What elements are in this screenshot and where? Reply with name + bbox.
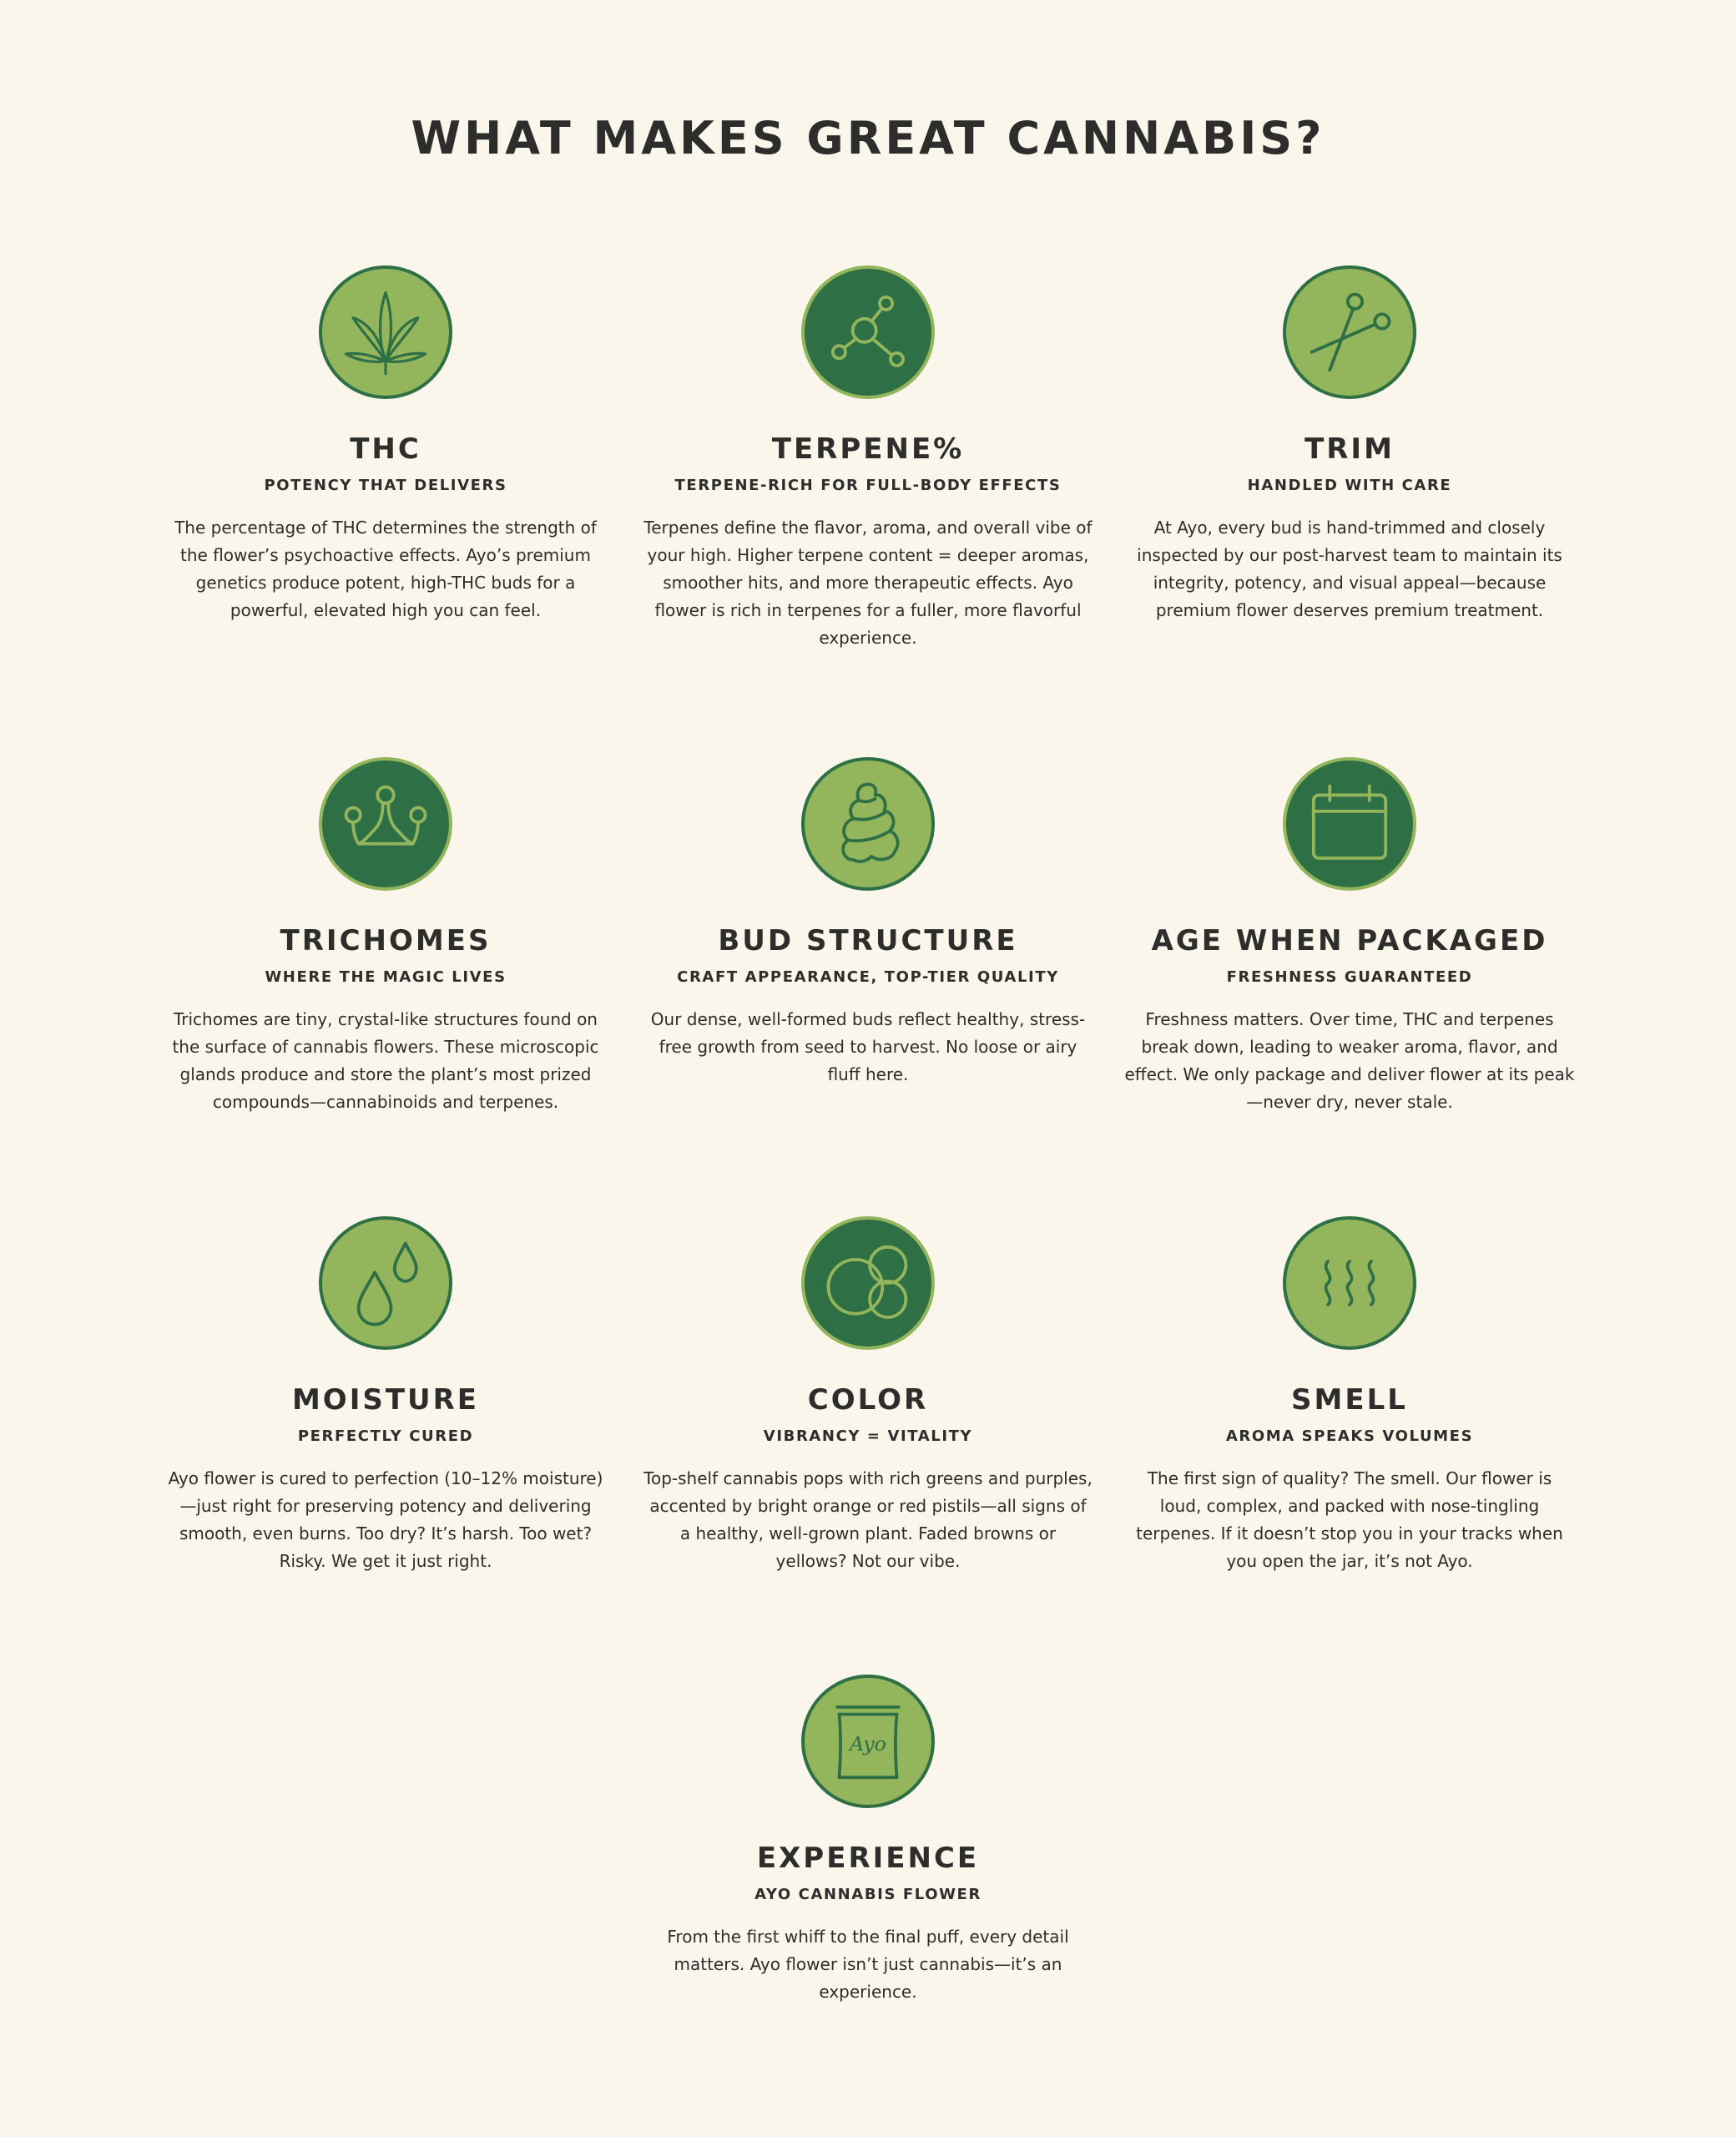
- feature-thc: [152, 265, 619, 624]
- feature-subtitle: FRESHNESS GUARANTEED: [1226, 967, 1473, 986]
- feature-trim: [1116, 265, 1583, 624]
- bag-label: Ayo: [850, 1731, 886, 1756]
- feature-title: AGE WHEN PACKAGED: [1151, 924, 1548, 957]
- feature-subtitle: PERFECTLY CURED: [297, 1427, 474, 1445]
- calendar-icon: [1283, 757, 1416, 891]
- feature-subtitle: VIBRANCY = VITALITY: [763, 1427, 973, 1445]
- feature-description: At Ayo, every bud is hand-trimmed and closely inspected by our post-harvest team to maintain its integrity, potency, and visual appeal—because premium flower deserves premium treatment.: [1137, 517, 1562, 620]
- water-drops-icon: [319, 1216, 452, 1350]
- feature-title: TERPENE%: [771, 432, 965, 466]
- molecule-icon: [801, 265, 935, 399]
- feature-subtitle: CRAFT APPEARANCE, TOP-TIER QUALITY: [677, 967, 1059, 986]
- feature-terpene: [634, 265, 1102, 652]
- scissors-icon: [1283, 265, 1416, 399]
- feature-description: Freshness matters. Over time, THC and terpenes break down, leading to weaker aroma, flavor, and effect. We only package and deliver flower at its peak—never dry, never stale.: [1124, 1008, 1575, 1112]
- feature-title: BUD STRUCTURE: [718, 924, 1018, 957]
- bud-icon: [801, 757, 935, 891]
- feature-description: The first sign of quality? The smell. Our flower is loud, complex, and packed with nose-tingling terpenes. If it doesn’t stop you in your tracks when you open the jar, it’s not Ayo.: [1136, 1468, 1563, 1571]
- feature-description: Our dense, well-formed buds reflect healthy, stress-free growth from seed to harvest. No loose or airy fluff here.: [650, 1008, 1086, 1084]
- feature-description: Top-shelf cannabis pops with rich greens and purples, accented by bright orange or red pistils—all signs of a healthy, well-grown plant. Faded browns or yellows? Not our vibe.: [643, 1468, 1093, 1571]
- feature-subtitle: HANDLED WITH CARE: [1247, 476, 1452, 494]
- feature-subtitle: AROMA SPEAKS VOLUMES: [1225, 1427, 1474, 1445]
- feature-subtitle: AYO CANNABIS FLOWER: [754, 1885, 982, 1903]
- feature-description: The percentage of THC determines the strength of the flower’s psychoactive effects. Ayo’s premium genetics produce potent, high-THC buds for a powerful, elevated high you can feel.: [174, 517, 597, 620]
- feature-title: TRIM: [1305, 432, 1395, 466]
- feature-subtitle: TERPENE-RICH FOR FULL-BODY EFFECTS: [674, 476, 1062, 494]
- feature-title: EXPERIENCE: [756, 1841, 980, 1875]
- feature-description: Terpenes define the flavor, aroma, and overall vibe of your high. Higher terpene content = deeper aromas, smoother hits, and more therapeutic effects. Ayo flower is rich in terpenes for a fuller, more flavorful experience.: [643, 517, 1093, 648]
- feature-age-when-packaged: [1116, 757, 1583, 1116]
- feature-subtitle: WHERE THE MAGIC LIVES: [265, 967, 507, 986]
- feature-subtitle: POTENCY THAT DELIVERS: [264, 476, 507, 494]
- feature-title: MOISTURE: [291, 1383, 480, 1417]
- feature-color: [634, 1216, 1102, 1575]
- feature-trichomes: [152, 757, 619, 1116]
- feature-moisture: [152, 1216, 619, 1575]
- feature-description: Trichomes are tiny, crystal-like structures found on the surface of cannabis flowers. These microscopic glands produce and store the plant’s most prized compounds—cannabinoids and terpenes.: [172, 1008, 599, 1112]
- feature-experience: [634, 1675, 1102, 2006]
- feature-title: THC: [350, 432, 421, 466]
- feature-title: COLOR: [807, 1383, 929, 1417]
- feature-title: TRICHOMES: [280, 924, 492, 957]
- feature-smell: [1116, 1216, 1583, 1575]
- feature-description: From the first whiff to the final puff, every detail matters. Ayo flower isn’t just cannabis—it’s an experience.: [667, 1926, 1069, 2002]
- page-title: WHAT MAKES GREAT CANNABIS?: [411, 112, 1325, 164]
- cannabis-leaf-icon: [319, 265, 452, 399]
- color-circles-icon: [801, 1216, 935, 1350]
- ayo-bag-icon: [801, 1675, 935, 1808]
- feature-bud-structure: [634, 757, 1102, 1089]
- feature-title: SMELL: [1291, 1383, 1408, 1417]
- trichome-icon: [319, 757, 452, 891]
- aroma-waves-icon: [1283, 1216, 1416, 1350]
- feature-description: Ayo flower is cured to perfection (10–12% moisture)—just right for preserving potency and delivering smooth, even burns. Too dry? It’s harsh. Too wet? Risky. We get it just right.: [168, 1468, 603, 1571]
